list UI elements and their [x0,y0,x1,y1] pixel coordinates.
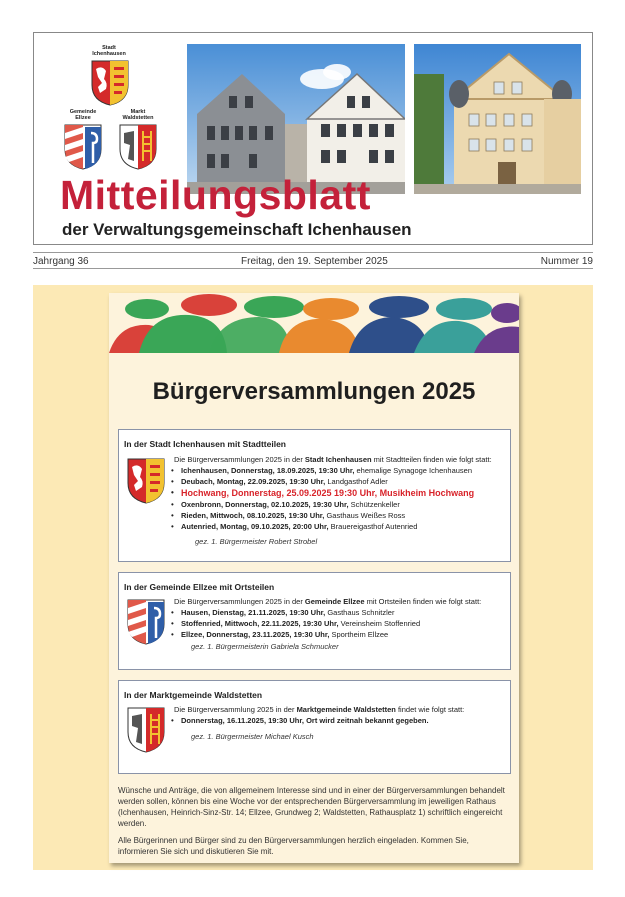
section-heading: In der Marktgemeinde Waldstetten [124,690,263,700]
crest-label-waldstetten: Markt Waldstetten [122,109,154,121]
masthead-title: Mitteilungsblatt [60,172,371,218]
section-waldstetten [118,680,511,774]
coat-of-arms-ichenhausen-icon [90,59,130,107]
event-list [181,465,474,532]
note-paragraph: Alle Bürgerinnen und Bürger sind zu den Bürgerversammlungen herzlich eingeladen. Kommen Sie, informieren Sie sich und diskutieren Sie mit. [118,836,469,856]
section-intro: Die Bürgerversammlungen 2025 in der Stadt Ichenhausen mit Stadtteilen finden wie folgt statt: [174,455,492,464]
section-intro: Die Bürgerversammlung 2025 in der Marktgemeinde Waldstetten findet wie folgt statt: [174,705,465,714]
issue-date: Freitag, den 19. September 2025 [241,256,388,267]
section-intro: Die Bürgerversammlungen 2025 in der Gemeinde Ellzee mit Ortsteilen finden wie folgt statt: [174,597,482,606]
poster [109,293,519,863]
section-heading: In der Stadt Ichenhausen mit Stadtteilen [124,439,286,449]
section-ichenhausen [118,429,511,562]
closing-note [118,785,511,863]
coat-of-arms-ichenhausen-icon [126,456,166,506]
signature: gez. 1. Bürgermeister Michael Kusch [191,732,314,741]
event-list [181,715,429,726]
masthead [33,32,593,245]
section-ellzee [118,572,511,670]
coat-of-arms-ellzee-icon [63,123,103,171]
list-item: • Hausen, Dienstag, 21.11.2025, 19:30 Uhr, Gasthaus Schnitzler [181,607,420,618]
issue-info-bar [33,252,593,269]
list-item: • Stoffenried, Mittwoch, 22.11.2025, 19:30 Uhr, Vereinsheim Stoffenried [181,618,420,629]
poster-title: Bürgerversammlungen 2025 [152,378,476,405]
issue-number: Nummer 19 [540,256,593,267]
signature: gez. 1. Bürgermeisterin Gabriela Schmucker [191,642,339,651]
issue-volume: Jahrgang 36 [33,256,89,267]
masthead-subtitle: der Verwaltungsgemeinschaft Ichenhausen [62,220,412,239]
decorative-figures-banner [109,293,519,355]
note-paragraph: Wünsche und Anträge, die von allgemeinem Interesse sind und in einer der Bürgerversammlungen behandelt werden sollen, können bis eine Woche vor der entsprechenden Bürgerversammlung im jeweiligen Rathaus (Ichenhausen, Heinrich-Sinz-Str. 14; Ellzee, Grundweg 2; Waldstetten, Rathausplatz 1) schriftlich eingereicht werden. [118,786,505,828]
list-item: • Oxenbronn, Donnerstag, 02.10.2025, 19:30 Uhr, Schützenkeller [181,499,474,510]
list-item: • Autenried, Montag, 09.10.2025, 20:00 Uhr, Brauereigasthof Autenried [181,521,474,532]
signature: gez. 1. Bürgermeister Robert Strobel [195,537,318,546]
list-item: • Rieden, Mittwoch, 08.10.2025, 19:30 Uhr, Gasthaus Weißes Ross [181,510,474,521]
crest-label-ichenhausen: Stadt Ichenhausen [92,45,126,57]
event-list [181,607,420,640]
coat-of-arms-waldstetten-icon [126,705,166,755]
coat-of-arms-ellzee-icon [126,597,166,647]
coat-of-arms-waldstetten-icon [118,123,158,171]
crest-label-ellzee: Gemeinde Ellzee [69,109,97,121]
section-heading: In der Gemeinde Ellzee mit Ortsteilen [124,582,275,592]
photo-town-hall [414,44,581,194]
list-item: • Donnerstag, 16.11.2025, 19:30 Uhr, Ort wird zeitnah bekannt gegeben. [181,715,429,726]
list-item: • Ellzee, Donnerstag, 23.11.2025, 19:30 Uhr, Sportheim Ellzee [181,629,420,640]
list-item-highlighted: • Hochwang, Donnerstag, 25.09.2025 19:30 Uhr, Musikheim Hochwang [181,487,474,499]
list-item: • Ichenhausen, Donnerstag, 18.09.2025, 19:30 Uhr, ehemalige Synagoge Ichenhausen [181,465,474,476]
list-item: • Deubach, Montag, 22.09.2025, 19:30 Uhr, Landgasthof Adler [181,476,474,487]
